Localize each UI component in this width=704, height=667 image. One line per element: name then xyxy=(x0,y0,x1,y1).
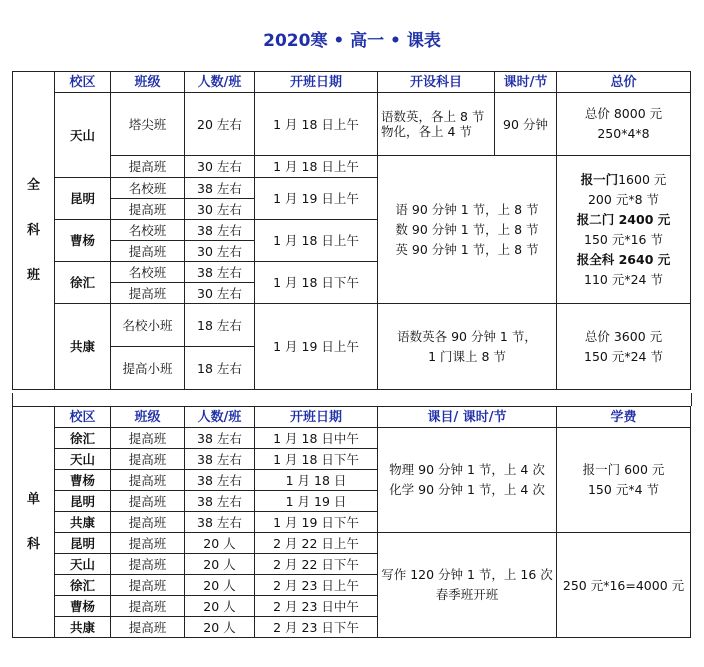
size-cell: 38 左右 xyxy=(185,262,255,283)
subjects-cell: 语数英各 90 分钟 1 节， 1 门课上 8 节 xyxy=(378,304,557,390)
header-hours: 课时/节 xyxy=(495,72,557,93)
size-cell: 20 人 xyxy=(185,575,255,596)
date-cell: 1 月 19 日下午 xyxy=(255,512,378,533)
size-cell: 20 人 xyxy=(185,533,255,554)
size-cell: 30 左右 xyxy=(185,241,255,262)
subjects-cell: 语数英，各上 8 节 物化，各上 4 节 xyxy=(378,93,495,156)
class-cell: 提高班 xyxy=(111,512,185,533)
class-cell: 提高班 xyxy=(111,449,185,470)
date-cell: 1 月 18 日 xyxy=(255,470,378,491)
date-cell: 1 月 18 日上午 xyxy=(255,220,378,262)
table-separator xyxy=(12,393,692,406)
full-course-side-label: 全 科 班 xyxy=(13,72,55,390)
date-cell: 1 月 18 日上午 xyxy=(255,156,378,178)
price-one-label: 报一门 xyxy=(580,171,619,187)
class-cell: 提高班 xyxy=(111,617,185,638)
date-cell: 2 月 23 日中午 xyxy=(255,596,378,617)
price-two-calc: 150 元*16 节 xyxy=(584,231,663,247)
campus-cell: 徐汇 xyxy=(55,575,111,596)
size-cell: 38 左右 xyxy=(185,470,255,491)
header-campus: 校区 xyxy=(55,72,111,93)
size-cell: 20 左右 xyxy=(185,93,255,156)
subjects-cell: 写作 120 分钟 1 节，上 16 次 春季班开班 xyxy=(378,533,557,638)
size-cell: 18 左右 xyxy=(185,304,255,347)
campus-cell: 徐汇 xyxy=(55,428,111,449)
class-cell: 提高班 xyxy=(111,596,185,617)
size-cell: 20 人 xyxy=(185,617,255,638)
price-cell: 总价 3600 元 150 元*24 节 xyxy=(557,304,691,390)
single-subject-table xyxy=(12,406,691,638)
header-class-size: 人数/班 xyxy=(185,407,255,428)
price-one-calc: 200 元*8 节 xyxy=(587,191,659,207)
class-cell: 名校小班 xyxy=(111,304,185,347)
campus-cell: 共康 xyxy=(55,512,111,533)
class-cell: 名校班 xyxy=(111,262,185,283)
header-fee: 学费 xyxy=(557,407,691,428)
campus-cell: 曹杨 xyxy=(55,220,111,262)
full-subject-table xyxy=(12,71,691,390)
header-campus: 校区 xyxy=(55,407,111,428)
class-cell: 提高班 xyxy=(111,199,185,220)
date-cell: 1 月 18 日下午 xyxy=(255,449,378,470)
size-cell: 38 左右 xyxy=(185,220,255,241)
header-class: 班级 xyxy=(111,72,185,93)
price-cell: 总价 8000 元 250*4*8 xyxy=(557,93,691,156)
price-one-value: 1600 元 xyxy=(618,171,667,187)
header-class-size: 人数/班 xyxy=(185,72,255,93)
hours-cell: 90 分钟 xyxy=(495,93,557,156)
size-cell: 30 左右 xyxy=(185,156,255,178)
class-cell: 名校班 xyxy=(111,178,185,199)
date-cell: 1 月 18 日中午 xyxy=(255,428,378,449)
subjects-cell: 物理 90 分钟 1 节，上 4 次 化学 90 分钟 1 节，上 4 次 xyxy=(378,428,557,533)
date-cell: 2 月 22 日上午 xyxy=(255,533,378,554)
size-cell: 20 人 xyxy=(185,596,255,617)
subjects-cell: 语 90 分钟 1 节，上 8 节 数 90 分钟 1 节，上 8 节 英 90 分钟 1 节，上 8 节 xyxy=(378,156,557,304)
campus-cell: 徐汇 xyxy=(55,262,111,304)
campus-cell: 昆明 xyxy=(55,533,111,554)
class-cell: 名校班 xyxy=(111,220,185,241)
date-cell: 1 月 19 日上午 xyxy=(255,304,378,390)
campus-cell: 天山 xyxy=(55,554,111,575)
class-cell: 提高班 xyxy=(111,428,185,449)
price-all-label: 报全科 2640 元 xyxy=(576,251,671,267)
campus-cell: 天山 xyxy=(55,93,111,178)
campus-cell: 昆明 xyxy=(55,178,111,220)
size-cell: 38 左右 xyxy=(185,512,255,533)
date-cell: 2 月 23 日下午 xyxy=(255,617,378,638)
class-cell: 提高班 xyxy=(111,491,185,512)
class-cell: 提高班 xyxy=(111,575,185,596)
size-cell: 30 左右 xyxy=(185,283,255,304)
class-cell: 提高班 xyxy=(111,156,185,178)
campus-cell: 天山 xyxy=(55,449,111,470)
size-cell: 38 左右 xyxy=(185,428,255,449)
class-cell: 提高小班 xyxy=(111,347,185,390)
date-cell: 1 月 18 日下午 xyxy=(255,262,378,304)
date-cell: 1 月 19 日上午 xyxy=(255,178,378,220)
price-two-label: 报二门 2400 元 xyxy=(576,211,671,227)
header-subjects-hours: 课目/ 课时/节 xyxy=(378,407,557,428)
fee-cell: 250 元*16=4000 元 xyxy=(557,533,691,638)
page-title: 2020寒 • 高一 • 课表 xyxy=(263,31,441,51)
class-cell: 提高班 xyxy=(111,533,185,554)
size-cell: 38 左右 xyxy=(185,449,255,470)
size-cell: 20 人 xyxy=(185,554,255,575)
class-cell: 塔尖班 xyxy=(111,93,185,156)
date-cell: 1 月 19 日 xyxy=(255,491,378,512)
date-cell: 1 月 18 日上午 xyxy=(255,93,378,156)
class-cell: 提高班 xyxy=(111,470,185,491)
header-start-date: 开班日期 xyxy=(255,407,378,428)
campus-cell: 曹杨 xyxy=(55,596,111,617)
date-cell: 2 月 22 日下午 xyxy=(255,554,378,575)
header-subjects: 开设科目 xyxy=(378,72,495,93)
price-cell xyxy=(557,156,691,304)
class-cell: 提高班 xyxy=(111,554,185,575)
header-total-price: 总价 xyxy=(557,72,691,93)
campus-cell: 曹杨 xyxy=(55,470,111,491)
campus-cell: 昆明 xyxy=(55,491,111,512)
single-course-side-label: 单 科 xyxy=(13,407,55,638)
header-start-date: 开班日期 xyxy=(255,72,378,93)
date-cell: 2 月 23 日上午 xyxy=(255,575,378,596)
size-cell: 38 左右 xyxy=(185,491,255,512)
price-all-calc: 110 元*24 节 xyxy=(584,271,663,287)
campus-cell: 共康 xyxy=(55,617,111,638)
size-cell: 18 左右 xyxy=(185,347,255,390)
size-cell: 38 左右 xyxy=(185,178,255,199)
campus-cell: 共康 xyxy=(55,304,111,390)
class-cell: 提高班 xyxy=(111,241,185,262)
size-cell: 30 左右 xyxy=(185,199,255,220)
header-class: 班级 xyxy=(111,407,185,428)
fee-cell: 报一门 600 元 150 元*4 节 xyxy=(557,428,691,533)
class-cell: 提高班 xyxy=(111,283,185,304)
